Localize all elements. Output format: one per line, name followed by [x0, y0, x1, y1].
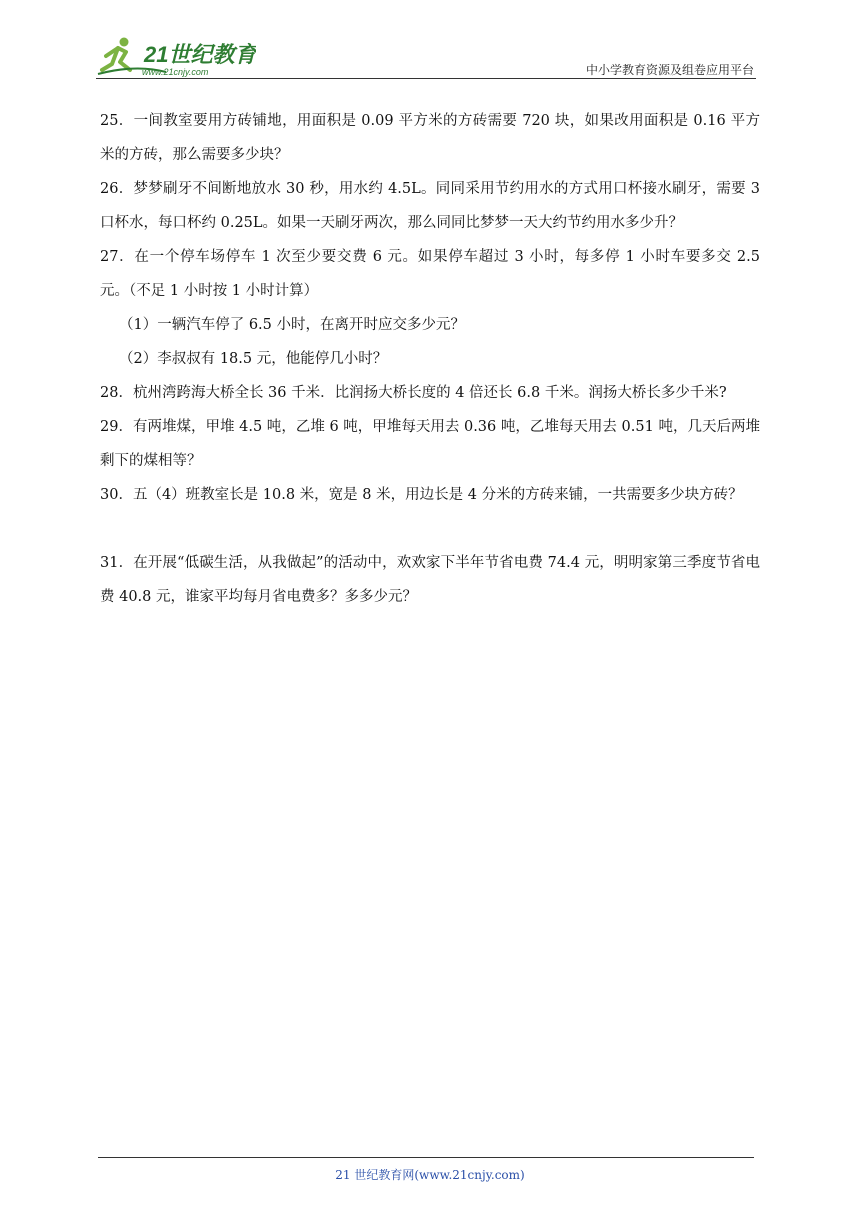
question-31: 31．在开展“低碳生活，从我做起”的活动中，欢欢家下半年节省电费 74.4 元，明明家第三季度节省电费 40.8 元，谁家平均每月省电费多？多多少元？ — [100, 555, 760, 605]
21cnjy-logo — [96, 34, 256, 78]
question-28: 28．杭州湾跨海大桥全长 36 千米．比润扬大桥长度的 4 倍还长 6.8 千米。润扬大桥长多少千米? — [100, 385, 727, 401]
platform-name: 中小学教育资源及组卷应用平台 — [585, 63, 754, 77]
header-divider — [96, 78, 756, 79]
question-27-part-1: （1）一辆汽车停了 6.5 小时，在离开时应交多少元？ — [119, 317, 466, 333]
svg-text:21世纪教育: 21世纪教育 — [144, 42, 256, 67]
question-27-part-2: （2）李叔叔有 18.5 元，他能停几小时？ — [119, 351, 388, 367]
question-30: 30．五（4）班教室长是 10.8 米，宽是 8 米，用边长是 4 分米的方砖来铺，一共需要多少块方砖？ — [100, 487, 743, 503]
svg-text:www.21cnjy.com: www.21cnjy.com — [142, 67, 209, 77]
question-29: 29．有两堆煤，甲堆 4.5 吨，乙堆 6 吨，甲堆每天用去 0.36 吨，乙堆每天用去 0.51 吨，几天后两堆剩下的煤相等？ — [100, 419, 760, 469]
spacer — [100, 512, 760, 546]
page-header — [96, 30, 756, 80]
question-list — [100, 104, 760, 614]
footer-text: 21 世纪教育网(www.21cnjy.com) — [335, 1168, 525, 1182]
question-27: 27．在一个停车场停车 1 次至少要交费 6 元。如果停车超过 3 小时，每多停 1 小时车要多交 2.5 元。（不足 1 小时按 1 小时计算） — [100, 249, 760, 299]
footer-divider — [98, 1157, 754, 1158]
question-26: 26．梦梦刷牙不间断地放水 30 秒，用水约 4.5L。同同采用节约用水的方式用口杯接水刷牙，需要 3 口杯水，每口杯约 0.25L。如果一天刷牙两次，那么同同比梦梦一天大约节约用水多少升？ — [100, 181, 760, 231]
question-25: 25．一间教室要用方砖铺地，用面积是 0.09 平方米的方砖需要 720 块，如果改用面积是 0.16 平方米的方砖，那么需要多少块？ — [100, 113, 760, 163]
